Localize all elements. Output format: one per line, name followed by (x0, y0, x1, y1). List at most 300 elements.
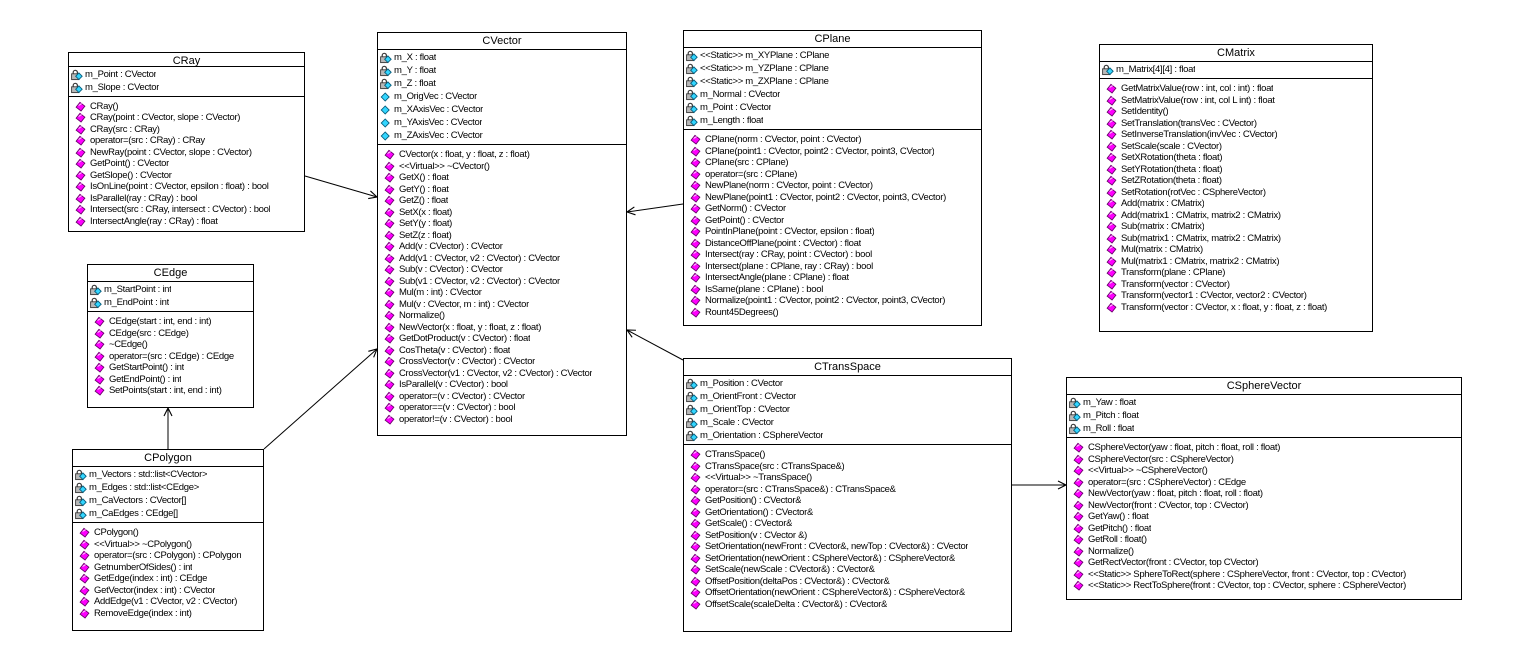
attribute-signature: <<Static>> m_XYPlane : CPlane (700, 50, 830, 61)
method-signature: DistanceOffPlane(point : CVector) : float (705, 237, 861, 249)
method-signature: SetY(y : float) (399, 218, 453, 229)
attribute-row (685, 403, 1009, 416)
class-title: CTransSpace (684, 359, 1011, 376)
private-lock-icon (685, 89, 700, 100)
method-signature: SetX(x : float) (399, 206, 453, 218)
method-diamond-icon (1106, 95, 1121, 106)
method-signature: NewVector(x : float, y : float, z : float) (399, 321, 542, 333)
private-lock-icon (685, 417, 700, 428)
method-row (384, 310, 624, 322)
method-signature: GetStartPoint() : int (109, 362, 185, 373)
class-title: CPolygon (73, 450, 263, 467)
private-lock-icon (1068, 423, 1083, 434)
method-diamond-icon (384, 149, 399, 160)
method-row (1073, 488, 1459, 500)
attribute-signature: m_Pitch : float (1083, 410, 1139, 421)
method-row (384, 391, 624, 403)
method-row (1073, 557, 1459, 569)
method-signature: GetEndPoint() : int (109, 373, 182, 385)
method-signature: ~CEdge() (109, 339, 148, 350)
method-diamond-icon (1073, 442, 1088, 453)
method-diamond-icon (75, 216, 90, 227)
method-row (690, 484, 1009, 496)
attribute-signature: m_CaVectors : CVector[] (89, 495, 187, 506)
method-signature: Normalize() (1088, 545, 1134, 557)
method-diamond-icon (384, 310, 399, 321)
attribute-row (685, 390, 1009, 403)
method-diamond-icon (690, 461, 705, 472)
private-lock-icon (1068, 410, 1083, 421)
method-signature: CEdge(start : int, end : int) (109, 316, 212, 327)
method-signature: operator==(v : CVector) : bool (399, 402, 516, 413)
method-signature: operator=(src : CPolygon) : CPolygon (94, 550, 242, 561)
method-signature: operator!=(v : CVector) : bool (399, 413, 513, 425)
public-attribute-diamond-icon (379, 117, 394, 128)
method-signature: SetPosition(v : CVector &) (705, 529, 808, 541)
class-box-ctransspace[interactable] (683, 358, 1012, 632)
method-row (690, 295, 979, 307)
attribute-signature: m_EndPoint : int (104, 297, 169, 308)
method-signature: CSphereVector(src : CSphereVector) (1088, 453, 1234, 465)
method-signature: GetPosition() : CVector& (705, 495, 802, 506)
method-signature: NewPlane(point1 : CVector, point2 : CVector, point3, CVector) (705, 191, 946, 203)
method-row (75, 112, 302, 124)
method-signature: Transform(vector : CVector, x : float, y : float, z : float) (1121, 301, 1328, 313)
method-row (1073, 477, 1459, 489)
method-row (384, 333, 624, 345)
attribute-signature: m_OrientTop : CVector (700, 404, 790, 415)
method-diamond-icon (384, 368, 399, 379)
method-signature: Add(matrix1 : CMatrix, matrix2 : CMatrix) (1121, 209, 1281, 221)
method-diamond-icon (690, 541, 705, 552)
method-diamond-icon (384, 322, 399, 333)
method-diamond-icon (690, 238, 705, 249)
method-row (1073, 500, 1459, 512)
method-row (384, 207, 624, 219)
attribute-signature: m_Length : float (700, 115, 764, 126)
method-row (690, 495, 1009, 507)
class-box-cplane[interactable] (683, 30, 982, 326)
method-row (1106, 302, 1370, 314)
method-signature: GetMatrixValue(row : int, col : int) : float (1121, 83, 1274, 94)
method-diamond-icon (1073, 511, 1088, 522)
attribute-signature: m_Z : float (394, 78, 436, 89)
method-signature: <<Virtual>> ~CPolygon() (94, 538, 192, 550)
method-row (690, 472, 1009, 484)
class-box-cray[interactable] (68, 52, 305, 232)
method-signature: Transform(vector1 : CVector, vector2 : CVector) (1121, 290, 1307, 301)
method-row (384, 184, 624, 196)
method-diamond-icon (384, 276, 399, 287)
method-diamond-icon (1106, 129, 1121, 140)
method-row (1106, 198, 1370, 210)
method-signature: SetOrientation(newFront : CVector&, newTop : CVector&) : CVector (705, 541, 969, 552)
private-lock-icon (70, 82, 85, 93)
method-signature: GetnumberOfSides() : int (94, 561, 193, 573)
method-signature: Mul(matrix1 : CMatrix, matrix2 : CMatrix) (1121, 255, 1280, 267)
method-diamond-icon (75, 101, 90, 112)
method-diamond-icon (75, 170, 90, 181)
attribute-row (685, 49, 979, 62)
method-diamond-icon (79, 550, 94, 561)
method-row (75, 101, 302, 113)
method-signature: CEdge(src : CEdge) (109, 327, 189, 339)
method-signature: GetRectVector(front : CVector, top CVector) (1088, 557, 1259, 568)
method-diamond-icon (690, 553, 705, 564)
method-diamond-icon (1106, 244, 1121, 255)
method-diamond-icon (690, 169, 705, 180)
method-diamond-icon (75, 193, 90, 204)
attribute-row (685, 429, 1009, 442)
method-signature: OffsetScale(scaleDelta : CVector&) : CVector& (705, 598, 888, 610)
method-row (79, 550, 261, 562)
method-signature: CrossVector(v1 : CVector, v2 : CVector) : CVector (399, 367, 593, 379)
private-lock-icon (379, 52, 394, 63)
method-diamond-icon (1073, 465, 1088, 476)
method-diamond-icon (79, 562, 94, 573)
methods-compartment (378, 145, 626, 435)
method-diamond-icon (690, 307, 705, 318)
method-signature: CRay(src : CRay) (90, 123, 160, 135)
method-signature: GetX() : float (399, 172, 449, 183)
method-signature: CosTheta(v : CVector) : float (399, 344, 511, 356)
method-row (690, 169, 979, 181)
method-signature: operator=(src : CEdge) : CEdge (109, 350, 234, 362)
method-diamond-icon (79, 596, 94, 607)
attribute-row (74, 481, 261, 494)
attribute-signature: m_Point : CVector (700, 102, 772, 113)
private-lock-icon (70, 69, 85, 80)
method-row (690, 541, 1009, 553)
method-diamond-icon (384, 414, 399, 425)
attribute-signature: m_Y : float (394, 65, 436, 76)
method-row (1106, 83, 1370, 95)
method-row (384, 241, 624, 253)
method-diamond-icon (690, 576, 705, 587)
attribute-row (74, 494, 261, 507)
method-row (690, 449, 1009, 461)
attributes-compartment (684, 48, 981, 130)
method-row (690, 599, 1009, 611)
attributes-compartment (1100, 62, 1372, 79)
method-diamond-icon (1073, 488, 1088, 499)
method-row (384, 161, 624, 173)
method-diamond-icon (690, 192, 705, 203)
method-signature: <<Virtual>> ~TransSpace() (705, 472, 812, 483)
method-diamond-icon (690, 599, 705, 610)
private-lock-icon (685, 404, 700, 415)
method-signature: GetVector(index : int) : CVector (94, 584, 216, 596)
attribute-row (379, 90, 624, 103)
method-row (384, 402, 624, 414)
private-lock-icon (685, 391, 700, 402)
method-signature: GetY() : float (399, 183, 449, 195)
method-signature: Add(v1 : CVector, v2 : CVector) : CVector (399, 252, 560, 264)
method-signature: CTransSpace(src : CTransSpace&) (705, 460, 845, 472)
method-row (94, 385, 251, 397)
method-diamond-icon (690, 146, 705, 157)
method-signature: <<Virtual>> ~CSphereVector() (1088, 465, 1208, 476)
attribute-signature: m_Yaw : float (1083, 397, 1136, 408)
method-row (384, 276, 624, 288)
method-diamond-icon (690, 507, 705, 518)
method-diamond-icon (1106, 187, 1121, 198)
method-row (384, 218, 624, 230)
attributes-compartment (378, 50, 626, 145)
method-row (690, 307, 979, 319)
method-signature: GetNorm() : CVector (705, 203, 786, 214)
attribute-row (685, 75, 979, 88)
method-row (1106, 141, 1370, 153)
method-row (79, 608, 261, 620)
method-signature: OffsetOrientation(newOrient : CSphereVector&) : CSphereVector& (705, 587, 966, 598)
method-signature: SetIdentity() (1121, 106, 1169, 117)
method-signature: IsSame(plane : CPlane) : bool (705, 283, 824, 295)
method-signature: NewVector(yaw : float, pitch : float, roll : float) (1088, 488, 1263, 499)
method-row (1106, 95, 1370, 107)
private-lock-icon (89, 297, 104, 308)
method-row (94, 328, 251, 340)
method-signature: Add(matrix : CMatrix) (1121, 198, 1205, 209)
method-diamond-icon (94, 339, 109, 350)
attribute-row (379, 129, 624, 142)
method-row (690, 507, 1009, 519)
class-box-cvector[interactable] (377, 32, 627, 436)
method-signature: Add(v : CVector) : CVector (399, 241, 503, 252)
attribute-row (70, 81, 302, 94)
class-title: CEdge (88, 265, 253, 282)
private-lock-icon (1068, 397, 1083, 408)
method-signature: <<Static>> RectToSphere(front : CVector, top : CVector, sphere : CSphereVector) (1088, 580, 1406, 591)
method-diamond-icon (1106, 221, 1121, 232)
association-arrow-cpolygon-to-cvector[interactable] (264, 349, 377, 449)
association-arrow-cray-to-cvector[interactable] (305, 176, 377, 197)
method-row (384, 414, 624, 426)
method-row (1073, 523, 1459, 535)
attributes-compartment (88, 282, 253, 312)
method-diamond-icon (690, 261, 705, 272)
method-row (690, 226, 979, 238)
method-signature: Mul(v : CVector, m : int) : CVector (399, 298, 529, 310)
method-row (75, 181, 302, 193)
method-row (384, 345, 624, 357)
method-row (690, 157, 979, 169)
method-row (94, 316, 251, 328)
method-signature: SetScale(scale : CVector) (1121, 140, 1222, 152)
method-diamond-icon (94, 316, 109, 327)
method-signature: <<Virtual>> ~CVector() (399, 160, 490, 172)
method-diamond-icon (384, 172, 399, 183)
class-box-cspherevector[interactable] (1066, 377, 1462, 600)
method-row (1106, 175, 1370, 187)
method-diamond-icon (690, 495, 705, 506)
method-signature: GetScale() : CVector& (705, 518, 793, 529)
method-diamond-icon (690, 564, 705, 575)
method-diamond-icon (384, 195, 399, 206)
method-signature: CPlane(point1 : CVector, point2 : CVector, point3, CVector) (705, 145, 935, 157)
method-signature: CTransSpace() (705, 449, 766, 460)
method-row (690, 238, 979, 250)
method-signature: GetYaw() : float (1088, 511, 1149, 522)
method-diamond-icon (1073, 454, 1088, 465)
method-row (1106, 267, 1370, 279)
method-signature: Mul(m : int) : CVector (399, 287, 482, 298)
method-signature: Mul(matrix : CMatrix) (1121, 244, 1203, 255)
method-diamond-icon (384, 241, 399, 252)
method-signature: operator=(src : CTransSpace&) : CTransSpace& (705, 483, 896, 495)
method-diamond-icon (1106, 233, 1121, 244)
method-signature: GetDotProduct(v : CVector) : float (399, 333, 531, 344)
method-row (79, 573, 261, 585)
method-row (1106, 210, 1370, 222)
method-row (384, 230, 624, 242)
class-title: CSphereVector (1067, 378, 1461, 395)
method-row (1106, 233, 1370, 245)
method-diamond-icon (1106, 152, 1121, 163)
association-arrow-cplane-to-cvector[interactable] (627, 204, 683, 212)
method-row (690, 576, 1009, 588)
private-lock-icon (1101, 64, 1116, 75)
method-signature: SetYRotation(theta : float) (1121, 163, 1223, 175)
method-row (75, 124, 302, 136)
method-diamond-icon (690, 284, 705, 295)
method-row (384, 287, 624, 299)
method-signature: GetRoll : float() (1088, 534, 1147, 545)
methods-compartment (69, 97, 304, 232)
method-diamond-icon (79, 573, 94, 584)
method-diamond-icon (690, 449, 705, 460)
method-signature: GetOrientation() : CVector& (705, 506, 814, 518)
method-row (384, 368, 624, 380)
method-row (79, 562, 261, 574)
method-signature: SetXRotation(theta : float) (1121, 152, 1223, 163)
methods-compartment (684, 445, 1011, 631)
method-diamond-icon (1106, 141, 1121, 152)
attribute-row (685, 416, 1009, 429)
method-signature: SetMatrixValue(row : int, col L int) : float (1121, 94, 1275, 106)
method-row (690, 461, 1009, 473)
class-box-cpolygon[interactable] (72, 449, 264, 631)
method-signature: IsParallel(ray : CRay) : bool (90, 192, 198, 204)
method-signature: SetTranslation(transVec : CVector) (1121, 117, 1257, 129)
method-row (690, 284, 979, 296)
method-row (1106, 164, 1370, 176)
attribute-row (685, 88, 979, 101)
attribute-signature: m_StartPoint : int (104, 284, 172, 295)
methods-compartment (73, 523, 263, 630)
method-diamond-icon (1106, 279, 1121, 290)
method-diamond-icon (75, 112, 90, 123)
method-row (75, 135, 302, 147)
method-signature: operator=(src : CRay) : CRay (90, 135, 205, 146)
method-row (94, 351, 251, 363)
private-lock-icon (685, 76, 700, 87)
association-arrow-ctransspace-to-cvector[interactable] (627, 330, 683, 360)
method-diamond-icon (690, 295, 705, 306)
class-box-cmatrix[interactable] (1099, 44, 1373, 332)
method-diamond-icon (384, 391, 399, 402)
method-diamond-icon (690, 272, 705, 283)
attribute-row (685, 101, 979, 114)
method-diamond-icon (384, 345, 399, 356)
method-row (79, 585, 261, 597)
attributes-compartment (684, 376, 1011, 445)
method-row (1106, 152, 1370, 164)
attribute-row (379, 116, 624, 129)
method-diamond-icon (1106, 302, 1121, 313)
method-row (384, 264, 624, 276)
method-diamond-icon (384, 218, 399, 229)
attribute-row (685, 62, 979, 75)
method-signature: Sub(v : CVector) : CVector (399, 264, 503, 275)
method-diamond-icon (384, 356, 399, 367)
class-title: CPlane (684, 31, 981, 48)
method-diamond-icon (690, 587, 705, 598)
method-row (94, 362, 251, 374)
method-row (690, 192, 979, 204)
class-box-cedge[interactable] (87, 264, 254, 408)
attributes-compartment (1067, 395, 1461, 438)
attribute-signature: m_YAxisVec : CVector (394, 117, 483, 128)
method-diamond-icon (94, 328, 109, 339)
method-diamond-icon (1106, 267, 1121, 278)
method-row (690, 530, 1009, 542)
private-lock-icon (685, 115, 700, 126)
method-signature: Normalize(point1 : CVector, point2 : CVector, point3, CVector) (705, 295, 946, 306)
method-signature: SetRotation(rotVec : CSphereVector) (1121, 186, 1266, 198)
method-diamond-icon (690, 134, 705, 145)
method-diamond-icon (75, 158, 90, 169)
method-signature: IsParallel(v : CVector) : bool (399, 379, 508, 390)
method-diamond-icon (384, 184, 399, 195)
method-row (690, 180, 979, 192)
method-row (1073, 546, 1459, 558)
method-row (690, 146, 979, 158)
method-diamond-icon (384, 161, 399, 172)
method-diamond-icon (690, 226, 705, 237)
method-row (690, 203, 979, 215)
method-diamond-icon (690, 472, 705, 483)
attribute-signature: m_Scale : CVector (700, 417, 774, 428)
private-lock-icon (379, 65, 394, 76)
attribute-row (379, 51, 624, 64)
method-diamond-icon (75, 204, 90, 215)
private-lock-icon (685, 50, 700, 61)
method-signature: NewVector(front : CVector, top : CVector) (1088, 499, 1249, 511)
attribute-row (74, 507, 261, 520)
method-signature: SetOrientation(newOrient : CSphereVector&) : CSphereVector& (705, 552, 956, 564)
method-signature: NewRay(point : CVector, slope : CVector) (90, 146, 252, 158)
method-row (1073, 569, 1459, 581)
private-lock-icon (74, 482, 89, 493)
attribute-signature: m_Vectors : std::list<CVector> (89, 469, 208, 480)
method-signature: SetScale(newScale : CVector&) : CVector& (705, 564, 875, 575)
method-row (384, 172, 624, 184)
attributes-compartment (73, 467, 263, 523)
method-diamond-icon (690, 249, 705, 260)
method-row (1106, 187, 1370, 199)
method-signature: CrossVector(v : CVector) : CVector (399, 356, 536, 367)
attribute-signature: m_Roll : float (1083, 423, 1135, 434)
method-row (79, 539, 261, 551)
method-diamond-icon (1073, 569, 1088, 580)
method-row (1106, 129, 1370, 141)
method-row (384, 253, 624, 265)
method-row (75, 204, 302, 216)
method-diamond-icon (94, 385, 109, 396)
public-attribute-diamond-icon (379, 91, 394, 102)
method-diamond-icon (1106, 164, 1121, 175)
